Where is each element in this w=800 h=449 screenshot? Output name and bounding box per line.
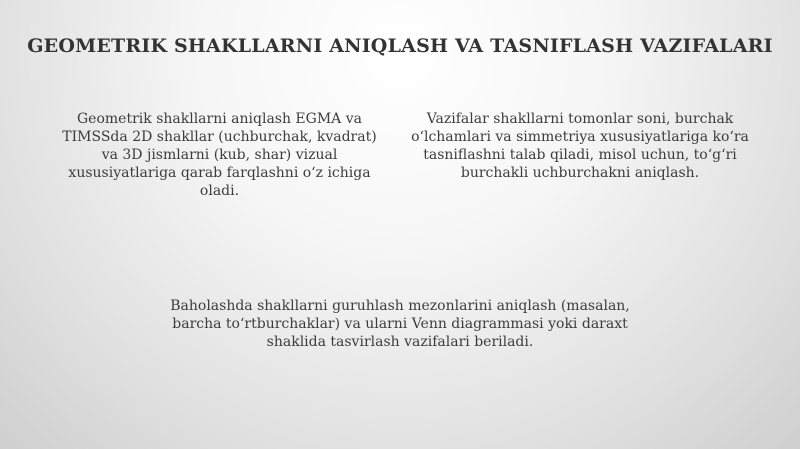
paragraph-bottom: Baholashda shakllarni guruhlash mezonlarini aniqlash (masalan, barcha to‘rtburchaklar) va ularni Venn diagrammasi yoki daraxt shaklida tasvirlash vazifalari beriladi. <box>170 298 630 350</box>
slide-title: GEOMETRIK SHAKLLARNI ANIQLASH VA TASNIFLASH VAZIFALARI <box>27 35 773 57</box>
paragraph-left: Geometrik shakllarni aniqlash EGMA va TIMSSda 2D shakllar (uchburchak, kvadrat) va 3D jismlarni (kub, shar) vizual xususiyatlariga qarab farqlashni o‘z ichiga oladi. <box>62 111 377 199</box>
paragraph-right: Vazifalar shakllarni tomonlar soni, burchak o‘lchamlari va simmetriya xususiyatlariga ko‘ra tasniflashni talab qiladi, misol uchun, to‘g‘ri burchakli uchburchakni aniqlash. <box>411 111 749 181</box>
